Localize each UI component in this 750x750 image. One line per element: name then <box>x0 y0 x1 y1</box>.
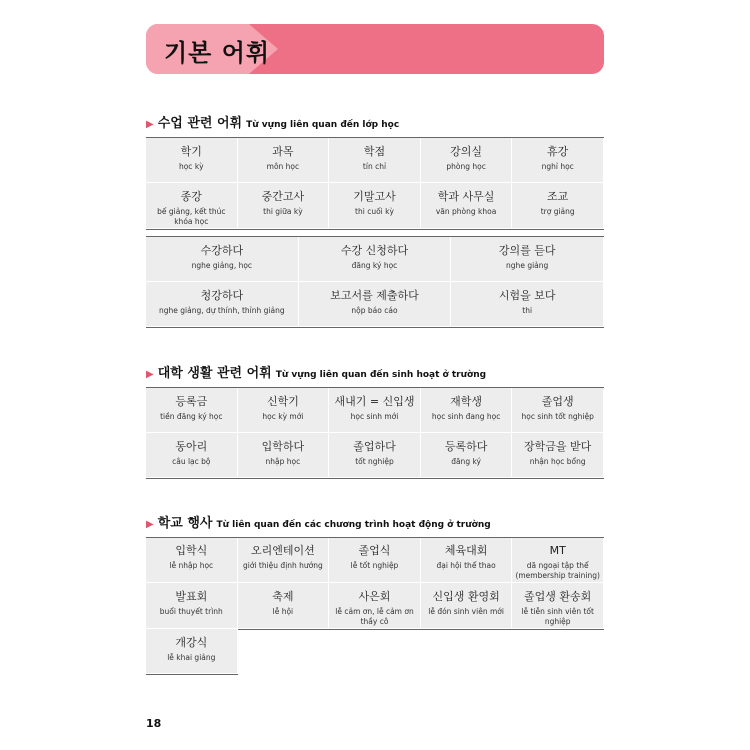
vocab-vietnamese: nghe giảng, dự thính, thỉnh giảng <box>159 306 285 315</box>
vocab-korean: 체육대회 <box>444 544 488 557</box>
vocab-korean: 졸업하다 <box>353 440 396 453</box>
section-title-ko: 대학 생활 관련 어휘 <box>157 366 272 381</box>
vocab-vietnamese: lễ đón sinh viên mới <box>428 607 504 616</box>
vocab-cell <box>421 138 513 183</box>
vocab-vietnamese: học sinh đang học <box>431 412 501 421</box>
vocab-korean: 축제 <box>272 590 294 603</box>
vocab-vietnamese: trợ giảng <box>540 207 575 216</box>
vocab-cell <box>451 282 604 327</box>
vocab-vietnamese: đại hội thể thao <box>436 561 496 570</box>
vocab-vietnamese: lễ hội <box>272 607 294 616</box>
vocab-vietnamese: phòng học <box>446 162 486 171</box>
vocab-korean: 동아리 <box>175 440 208 453</box>
divider <box>146 537 604 538</box>
vocab-cell <box>146 537 238 583</box>
section-title-ko: 학교 행사 <box>157 516 213 531</box>
vocab-cell <box>146 629 238 674</box>
vocab-vietnamese: tiền đăng ký học <box>160 412 223 421</box>
vocab-korean: 종강 <box>180 190 202 203</box>
vocab-cell <box>238 138 330 183</box>
vocab-cell <box>146 237 299 282</box>
vocab-korean: 오리엔테이션 <box>251 544 315 557</box>
section-title-campus-life <box>146 362 486 381</box>
vocab-korean: 휴강 <box>547 145 569 158</box>
vocab-korean: 개강식 <box>175 636 208 649</box>
vocab-korean: 학점 <box>363 145 386 158</box>
vocab-vietnamese: dã ngoại tập thể (membership training) <box>515 561 600 580</box>
vocab-cell <box>421 537 513 583</box>
vocab-korean: 등록하다 <box>444 440 488 453</box>
vocab-cell <box>451 237 604 282</box>
vocab-cell <box>238 433 330 478</box>
vocab-korean: 등록금 <box>175 395 208 408</box>
divider <box>238 629 604 630</box>
vocab-vietnamese: giới thiệu định hướng <box>243 561 323 570</box>
header-banner <box>146 24 604 74</box>
section-title-vi: Từ liên quan đến các chương trình hoạt động ở trường <box>216 520 491 530</box>
vocab-korean: 시험을 보다 <box>498 289 556 302</box>
vocab-grid-school-events <box>146 537 604 674</box>
vocab-cell <box>421 183 513 229</box>
vocab-korean: 입학하다 <box>261 440 305 453</box>
vocab-korean: 학기 <box>180 145 202 158</box>
triangle-bullet-icon: ▶ <box>146 119 154 130</box>
vocab-korean: 과목 <box>272 145 294 158</box>
vocab-vietnamese: học kỳ mới <box>262 412 304 421</box>
vocab-vietnamese: đăng ký học <box>351 261 398 270</box>
vocab-cell <box>238 537 330 583</box>
vocab-korean: 발표회 <box>175 590 208 603</box>
vocab-vietnamese: đăng ký <box>451 457 481 466</box>
vocab-cell <box>329 138 421 183</box>
vocab-vietnamese: nghe giảng, học <box>191 261 253 270</box>
vocab-cell <box>299 282 452 327</box>
vocab-cell <box>146 433 238 478</box>
vocab-cell <box>329 537 421 583</box>
vocab-vietnamese: bế giảng, kết thúc khóa học <box>157 207 226 226</box>
vocab-cell <box>421 583 513 629</box>
vocab-cell <box>512 537 604 583</box>
vocab-vietnamese: lễ nhập học <box>169 561 214 570</box>
vocab-vietnamese: nhận học bổng <box>529 457 586 466</box>
vocab-korean: 재학생 <box>450 395 483 408</box>
vocab-korean: 사은회 <box>358 590 391 603</box>
vocab-korean: 새내기 = 신입생 <box>334 395 415 408</box>
vocab-cell <box>329 183 421 229</box>
vocab-cell <box>512 583 604 629</box>
vocab-korean: MT <box>549 544 566 557</box>
triangle-bullet-icon: ▶ <box>146 519 154 530</box>
vocab-korean: 청강하다 <box>200 289 244 302</box>
vocab-vietnamese: buổi thuyết trình <box>159 607 223 616</box>
vocab-korean: 학과 사무실 <box>437 190 495 203</box>
vocab-grid-class-verbs <box>146 236 604 328</box>
vocab-vietnamese: thi cuối kỳ <box>355 207 394 216</box>
vocab-cell <box>329 583 421 629</box>
vocab-korean: 중간고사 <box>261 190 305 203</box>
vocab-korean: 졸업생 <box>541 395 574 408</box>
vocab-vietnamese: lễ tiễn sinh viên tốt nghiệp <box>521 607 594 626</box>
vocab-korean: 졸업식 <box>358 544 391 557</box>
page-title: 기본 어휘 <box>164 39 271 67</box>
vocab-vietnamese: tín chỉ <box>362 162 387 171</box>
vocab-vietnamese: lễ tốt nghiệp <box>350 561 399 570</box>
vocab-cell <box>146 282 299 327</box>
section-title-vi: Từ vựng liên quan đến lớp học <box>246 120 400 130</box>
vocab-cell <box>146 183 238 229</box>
vocab-vietnamese: nhập học <box>265 457 301 466</box>
vocab-cell <box>512 433 604 478</box>
vocab-vietnamese: tốt nghiệp <box>355 457 394 466</box>
divider <box>146 674 238 675</box>
section-title-ko: 수업 관련 어휘 <box>157 116 243 131</box>
vocab-cell <box>146 583 238 629</box>
vocab-cell <box>421 433 513 478</box>
vocab-vietnamese: nộp báo cáo <box>351 306 398 315</box>
vocab-cell <box>512 183 604 229</box>
page-number: 18 <box>146 717 162 730</box>
vocab-cell <box>421 388 513 433</box>
vocab-grid-class-words <box>146 137 604 230</box>
section-title-school-events <box>146 512 491 531</box>
vocab-korean: 신입생 환영회 <box>432 590 500 603</box>
vocab-vietnamese: lễ cảm ơn, lễ cảm ơn thầy cô <box>335 607 414 626</box>
triangle-bullet-icon: ▶ <box>146 369 154 380</box>
vocab-cell <box>329 433 421 478</box>
vocab-korean: 수강하다 <box>200 244 244 257</box>
vocab-vietnamese: thi giữa kỳ <box>263 207 303 216</box>
section-title-vi: Từ vựng liên quan đến sinh hoạt ở trường <box>275 370 487 380</box>
vocab-vietnamese: học sinh mới <box>350 412 399 421</box>
vocab-korean: 강의실 <box>450 145 483 158</box>
vocab-korean: 입학식 <box>175 544 208 557</box>
vocab-cell <box>238 388 330 433</box>
vocab-korean: 수강 신청하다 <box>340 244 409 257</box>
vocab-korean: 기말고사 <box>353 190 396 203</box>
vocab-cell <box>146 138 238 183</box>
vocab-vietnamese: học kỳ <box>178 162 204 171</box>
vocab-vietnamese: lễ khai giảng <box>167 653 216 662</box>
vocab-korean: 보고서를 제출하다 <box>330 289 419 302</box>
vocab-vietnamese: học sinh tốt nghiệp <box>521 412 594 421</box>
vocab-korean: 조교 <box>547 190 569 203</box>
vocab-korean: 졸업생 환송회 <box>524 590 592 603</box>
vocab-cell <box>299 237 452 282</box>
vocab-vietnamese: nghỉ học <box>541 162 574 171</box>
vocab-korean: 강의를 듣다 <box>498 244 556 257</box>
vocab-korean: 장학금을 받다 <box>524 440 592 453</box>
vocab-cell <box>512 138 604 183</box>
vocab-vietnamese: câu lạc bộ <box>172 457 211 466</box>
section-title-class-vocab <box>146 112 399 131</box>
vocab-vietnamese: môn học <box>266 162 300 171</box>
vocab-cell <box>238 583 330 629</box>
vocab-korean: 신학기 <box>266 395 299 408</box>
vocab-vietnamese: thi <box>522 306 533 315</box>
vocab-vietnamese: văn phòng khoa <box>435 207 497 216</box>
vocab-cell <box>238 183 330 229</box>
vocab-grid-campus-life <box>146 387 604 479</box>
vocab-cell <box>329 388 421 433</box>
vocab-cell <box>146 388 238 433</box>
vocab-vietnamese: nghe giảng <box>506 261 549 270</box>
vocab-cell <box>512 388 604 433</box>
